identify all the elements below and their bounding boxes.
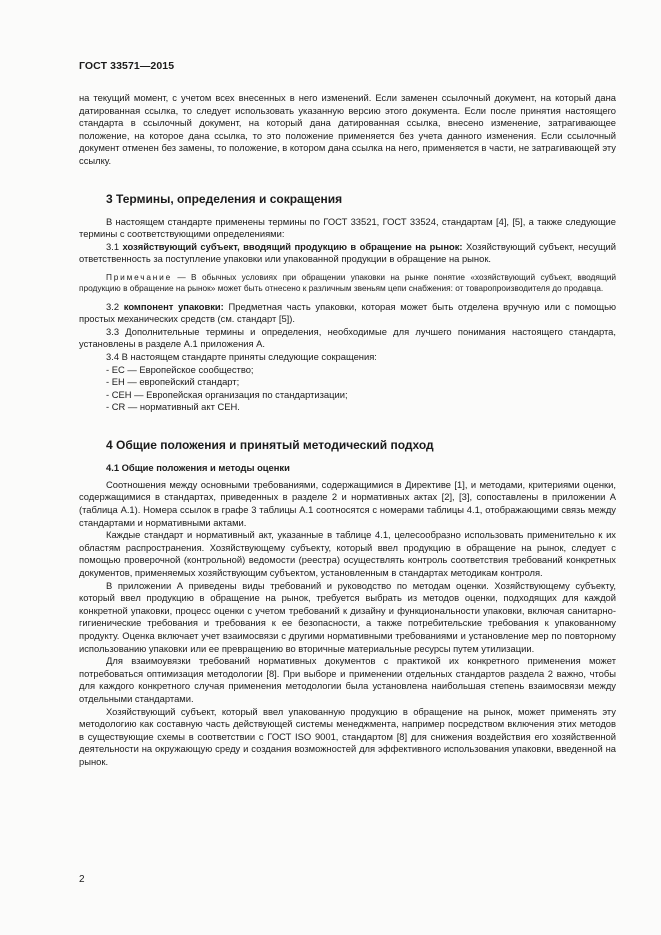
list-item: - ЕН — европейский стандарт;: [106, 376, 240, 388]
term-3-1: [79, 241, 616, 266]
document-header: ГОСТ 33571—2015: [79, 60, 175, 72]
note-text: — В обычных условиях при обращении упаковки на рынке понятие «хозяйствующий субъект, вводящий продукцию в обращение на рынок» может быть отнесено к различным звеньям цепи снабжения: от товаропроизводителя до продавца.: [79, 271, 616, 294]
document-body: [79, 92, 616, 769]
abbreviations-list: [79, 364, 616, 414]
note-3-1: [79, 272, 616, 295]
list-item: - ЕС — Европейское сообщество;: [106, 363, 254, 375]
section-4-paragraph: Каждые стандарт и нормативный акт, указанные в таблице 4.1, целесообразно использовать применительно к их областям распространения. Хозяйствующему субъекту, который ввел продукцию в обращение на рынок, следует с помощью проверочной (контрольной) ведомости (реестра) осуществлять контроль соответствия требований конкретных документов, применяемых хозяйствующим субъектом, установленным в стандартах методикам контроля.: [79, 529, 616, 579]
list-item: - CR — нормативный акт СЕН.: [106, 401, 240, 413]
section-3-heading: 3 Термины, определения и сокращения: [106, 191, 343, 206]
page-number: 2: [79, 874, 85, 885]
section-4-1-heading: 4.1 Общие положения и методы оценки: [106, 461, 290, 473]
term-3-1-definition: Хозяйствующий субъект, несущий ответственность за поступление упаковки или упакованной продукции в обращение на рынок.: [79, 240, 617, 265]
section-4-paragraph: Соотношения между основными требованиями, содержащимися в Директиве [1], и методами, критериями оценки, содержащимися в стандартах, приведенных в разделе 2 и нормативных актах [2], [3], сопоставлены в приложении А (таблица А.1). Номера ссылок в графе 3 таблицы А.1 соотносятся с номерами таблицы 4.1, отображающими связь между стандартами и нормативными актами.: [79, 478, 616, 528]
section-4-heading: 4 Общие положения и принятый методический подход: [106, 437, 434, 452]
term-3-2-definition: Предметная часть упаковки, которая может быть отделена вручную или с помощью простых механических средств (см. стандарт [5]).: [79, 300, 616, 325]
term-3-2-term: компонент упаковки:: [123, 300, 224, 312]
section-4-paragraph: Для взаимоувязки требований нормативных документов с практикой их конкретного применения может потребоваться оптимизация методологии [8]. При выборе и применении отдельных стандартов раздела 2 важно, чтобы для каждого конкретного случая применения методологии была установлена наибольшая степень взаимосвязи между отдельными стандартами.: [79, 655, 616, 704]
intro-paragraph: на текущий момент, с учетом всех внесенных в него изменений. Если заменен ссылочный документ, на который дана датированная ссылка, то следует использовать указанную версию этого документа. Если после принятия настоящего стандарта в ссылочный документ, на который дана датированная ссылка, внесено изменение, затрагивающее положение, на которое дана ссылка, то это положение применяется без учета данного изменения. Если ссылочный документ отменен без замены, то положение, в котором дана ссылка на него, применяется в части, не затрагивающей эту ссылку.: [79, 92, 616, 166]
section-4-paragraph: Хозяйствующий субъект, который ввел упакованную продукцию в обращение на рынок, может применять эту методологию как составную часть действующей системы менеджмента, например посредством включения этих методов в существующие схемы в соответствии с ГОСТ ISO 9001, стандартом [8] для снижения воздействия его хозяйственной деятельности на окружающую среду и создания возможностей для эффективного использования упаковки, введенной на рынок.: [79, 705, 616, 767]
term-3-2-number: 3.2: [106, 300, 120, 312]
list-item: - СЕН — Европейская организация по стандартизации;: [106, 388, 348, 400]
paragraph-3-4: 3.4 В настоящем стандарте приняты следующие сокращения:: [106, 350, 377, 362]
term-3-1-term: хозяйствующий субъект, вводящий продукцию в обращение на рынок:: [122, 240, 463, 252]
term-3-1-number: 3.1: [106, 240, 120, 252]
paragraph-3-3: 3.3 Дополнительные термины и определения, необходимые для лучшего понимания настоящего стандарта, установлены в разделе А.1 приложения А.: [79, 325, 616, 350]
section-4-paragraph: В приложении А приведены виды требований и руководство по методам оценки. Хозяйствующему субъекту, который ввел продукцию в обращение на рынок, требуется выбрать из методов оценки, подходящих для каждой конкретной упаковки, процесс оценки с учетом требований к дизайну и функциональности упаковки, включая санитарно-гигиенические требования и требования к ее безопасности, а также потребительские требования к упакованному продукту. Оценка включает учет взаимосвязи с другими нормативными требованиями и установление мер по повторному использованию упаковки или ее превращению во вторичные материальные ресурсы путем утилизации.: [79, 579, 616, 654]
term-3-2: [79, 301, 616, 326]
section-3-intro: В настоящем стандарте применены термины по ГОСТ 33521, ГОСТ 33524, стандартам [4], [5], а также следующие термины с соответствующими определениями:: [79, 215, 616, 240]
note-label: Примечание: [106, 271, 173, 282]
